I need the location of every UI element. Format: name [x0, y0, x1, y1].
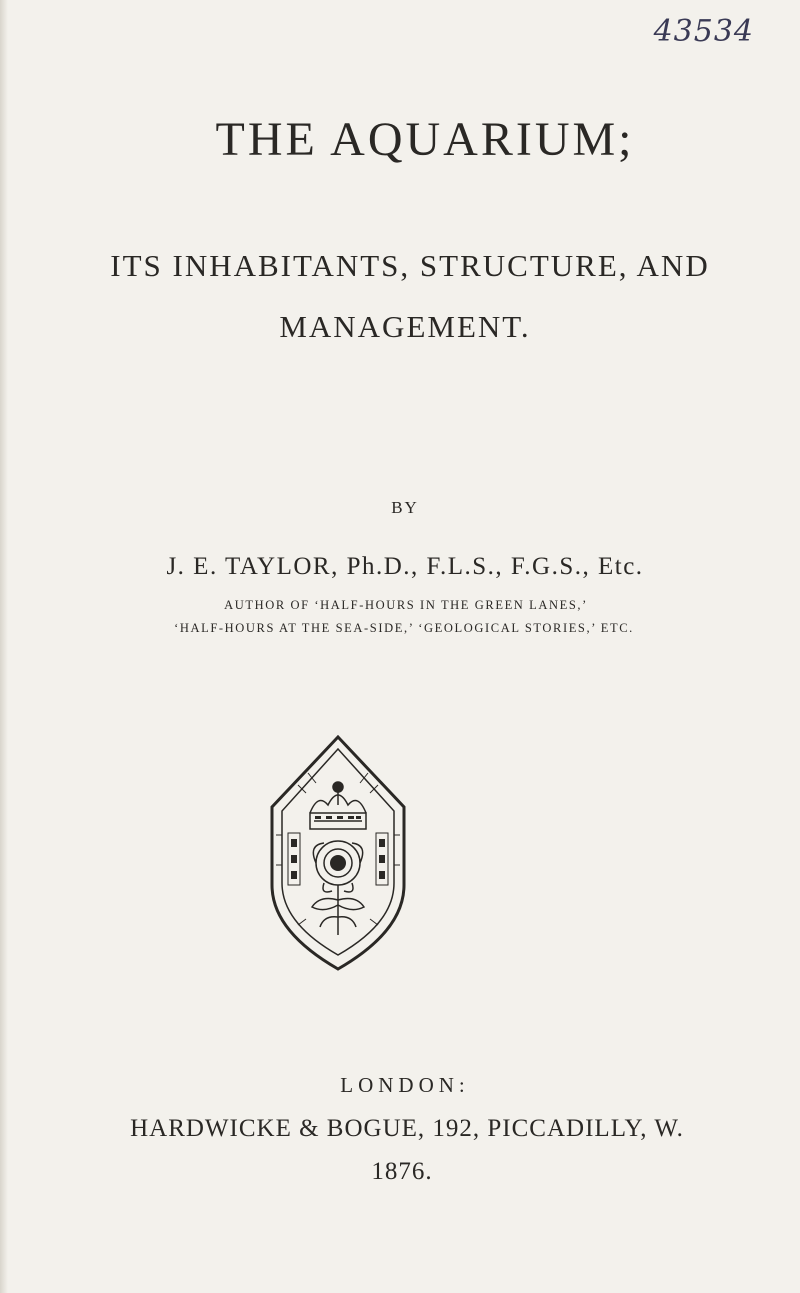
other-works-line-1: AUTHOR OF ‘HALF-HOURS IN THE GREEN LANES,’	[224, 598, 588, 612]
author-name: J. E. TAYLOR, Ph.D., F.L.S., F.G.S., Etc.	[166, 553, 644, 580]
publisher-device-shield-icon	[268, 735, 408, 971]
handwritten-shelfmark: 43534	[653, 14, 754, 49]
page-edge	[0, 0, 8, 1293]
book-title: THE AQUARIUM;	[215, 113, 635, 166]
by-line: BY	[391, 498, 419, 517]
publisher-line: HARDWICKE & BOGUE, 192, PICCADILLY, W.	[130, 1115, 684, 1142]
other-works-line-2: ‘HALF-HOURS AT THE SEA-SIDE,’ ‘GEOLOGICAL STORIES,’ ETC.	[174, 621, 634, 635]
subtitle-line-2: MANAGEMENT.	[279, 309, 531, 344]
publication-year: 1876.	[371, 1158, 433, 1185]
imprint-city: LONDON:	[340, 1073, 470, 1097]
subtitle-line-1: ITS INHABITANTS, STRUCTURE, AND	[110, 248, 710, 283]
